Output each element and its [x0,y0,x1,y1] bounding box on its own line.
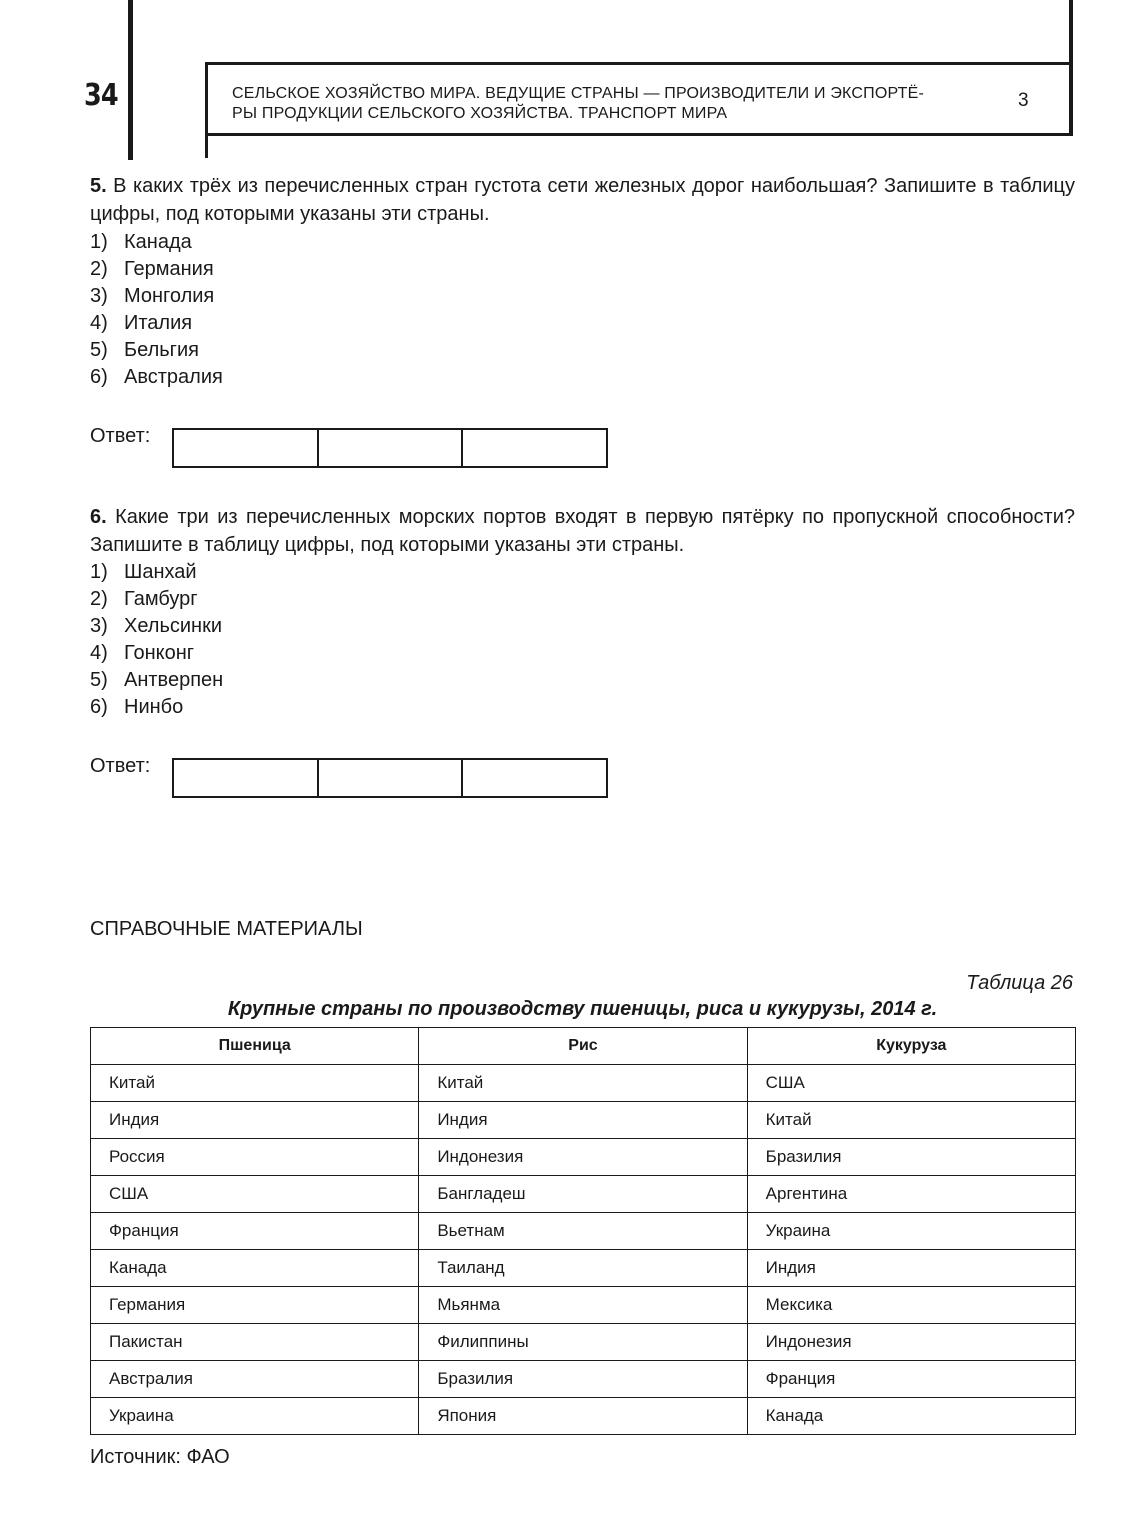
table-cell: Украина [91,1398,419,1435]
reference-heading: СПРАВОЧНЫЕ МАТЕРИАЛЫ [90,918,363,940]
question-5-text: В каких трёх из перечисленных стран густота сети железных дорог наибольшая? Запишите в таблицу цифры, под которыми указаны эти страны. [90,175,1075,225]
table-row [91,1176,1076,1213]
table-cell: Индонезия [747,1324,1075,1361]
table-row [91,1139,1076,1176]
option: 6) Австралия [90,366,223,388]
answer-cell[interactable] [463,760,606,796]
table-row [91,1398,1076,1435]
question-6-number: 6. [90,506,107,528]
option: 1) Шанхай [90,561,197,583]
answer-cell[interactable] [319,760,464,796]
table-cell: Пакистан [91,1324,419,1361]
table-cell: Индия [91,1102,419,1139]
table-row [91,1287,1076,1324]
table-cell: Индонезия [419,1139,747,1176]
table-cell: Китай [747,1102,1075,1139]
table-cell: Бразилия [747,1139,1075,1176]
table-row [91,1250,1076,1287]
option: 5) Антверпен [90,669,224,691]
table-row [91,1361,1076,1398]
table-cell: Япония [419,1398,747,1435]
table-cell: Канада [747,1398,1075,1435]
option: 3) Монголия [90,285,215,307]
chapter-title-line1: СЕЛЬСКОЕ ХОЗЯЙСТВО МИРА. ВЕДУЩИЕ СТРАНЫ — ПРОИЗВОДИТЕЛИ И ЭКСПОРТЁ- [232,85,925,102]
option: 4) Гонконг [90,642,195,664]
table-cell: Китай [419,1065,747,1102]
page-number: 34 [84,78,118,113]
option: 4) Италия [90,312,193,334]
answer-cell[interactable] [174,430,319,466]
table-cell: Бангладеш [419,1176,747,1213]
table-label: Таблица 26 [966,972,1073,994]
option: 2) Гамбург [90,588,198,610]
question-6-options [90,559,223,721]
table-source: Источник: ФАО [90,1446,230,1468]
answer-label-5: Ответ: [90,425,151,447]
table-cell: Китай [91,1065,419,1102]
table-cell: Индия [419,1102,747,1139]
table-cell: Россия [91,1139,419,1176]
option: 2) Германия [90,258,214,280]
option: 5) Бельгия [90,339,199,361]
table-row [91,1102,1076,1139]
table-row [91,1065,1076,1102]
question-5-number: 5. [90,175,107,197]
question-5-options [90,229,223,391]
chapter-title [232,84,972,124]
table-cell: Украина [747,1213,1075,1250]
table-cell: Германия [91,1287,419,1324]
question-5 [90,172,1075,228]
answer-label-6: Ответ: [90,755,151,777]
table-cell: Бразилия [419,1361,747,1398]
table-cell: Таиланд [419,1250,747,1287]
option: 3) Хельсинки [90,615,223,637]
column-header-corn: Кукуруза [747,1028,1075,1065]
table-cell: США [91,1176,419,1213]
table-cell: Франция [747,1361,1075,1398]
table-cell: Филиппины [419,1324,747,1361]
table-cell: Австралия [91,1361,419,1398]
table-cell: Франция [91,1213,419,1250]
option: 6) Нинбо [90,696,184,718]
table-header-row [91,1028,1076,1065]
table-row [91,1213,1076,1250]
answer-grid-5 [172,428,608,468]
table-row [91,1324,1076,1361]
answer-grid-6 [172,758,608,798]
table-cell: Вьетнам [419,1213,747,1250]
chapter-title-line2: РЫ ПРОДУКЦИИ СЕЛЬСКОГО ХОЗЯЙСТВА. ТРАНСПОРТ МИРА [232,105,728,122]
table-cell: Мьянма [419,1287,747,1324]
table-cell: Мексика [747,1287,1075,1324]
answer-cell[interactable] [463,430,606,466]
section-number: 3 [1018,90,1029,111]
column-header-wheat: Пшеница [91,1028,419,1065]
table-cell: США [747,1065,1075,1102]
crops-table [90,1027,1076,1435]
table-cell: Аргентина [747,1176,1075,1213]
table-caption: Крупные страны по производству пшеницы, риса и кукурузы, 2014 г. [227,998,938,1020]
answer-cell[interactable] [174,760,319,796]
table-cell: Индия [747,1250,1075,1287]
column-header-rice: Рис [419,1028,747,1065]
question-6-text: Какие три из перечисленных морских портов входят в первую пятёрку по пропускной способности? Запишите в таблицу цифры, под которыми указаны эти страны. [90,506,1075,556]
question-6 [90,503,1075,559]
table-cell: Канада [91,1250,419,1287]
header-rule-right [1069,0,1073,136]
header-rule-left [128,0,133,160]
option: 1) Канада [90,231,192,253]
answer-cell[interactable] [319,430,464,466]
header-rule-stub [205,134,208,158]
